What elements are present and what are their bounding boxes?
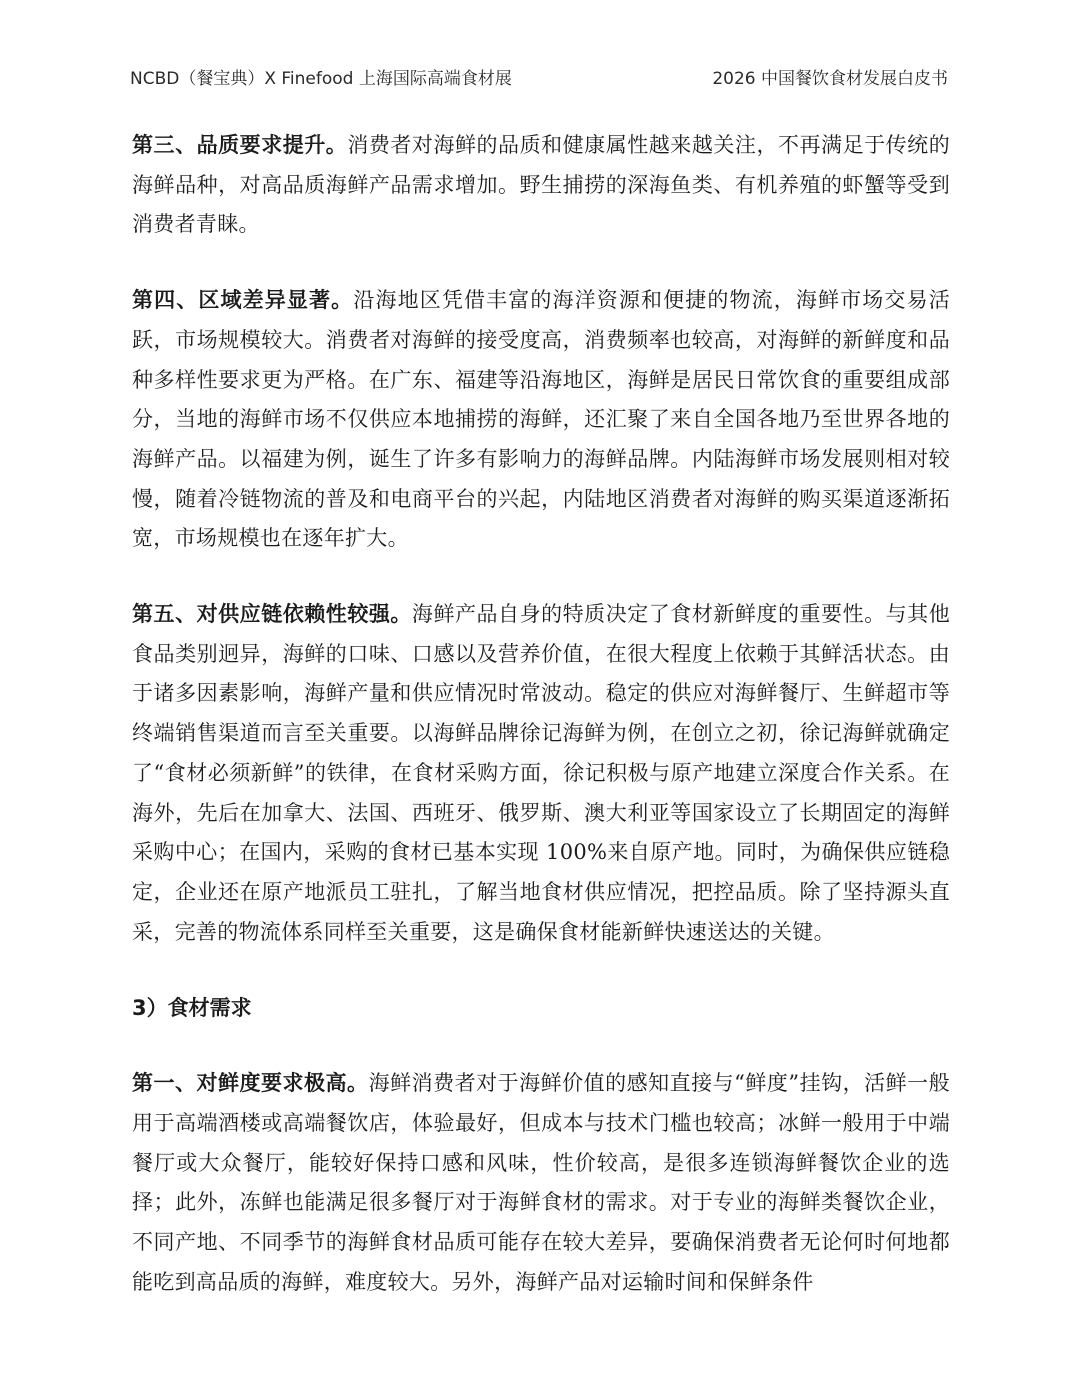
header-left-title: NCBD（餐宝典）X Finefood 上海国际高端食材展 bbox=[130, 69, 512, 89]
paragraph-lead: 第五、对供应链依赖性较强。 bbox=[132, 602, 412, 627]
page-header bbox=[130, 64, 948, 92]
paragraph-text: 海鲜消费者对于海鲜价值的感知直接与“鲜度”挂钩，活鲜一般用于高端酒楼或高端餐饮店，体验最好，但成本与技术门槛也较高；冰鲜一般用于中端餐厅或大众餐厅，能较好保持口感和风味，性价较高，是很多连锁海鲜餐饮企业的选择；此外，冻鲜也能满足很多餐厅对于海鲜食材的需求。对于专业的海鲜类餐饮企业，不同产地、不同季节的海鲜食材品质可能存在较大差异，要确保消费者无论何时何地都能吃到高品质的海鲜，难度较大。另外，海鲜产品对运输时间和保鲜条件 bbox=[132, 1071, 950, 1294]
paragraph-text: 海鲜产品自身的特质决定了食材新鲜度的重要性。与其他食品类别迥异，海鲜的口味、口感以及营养价值，在很大程度上依赖于其鲜活状态。由于诸多因素影响，海鲜产量和供应情况时常波动。稳定的供应对海鲜餐厅、生鲜超市等终端销售渠道而言至关重要。以海鲜品牌徐记海鲜为例，在创立之初，徐记海鲜就确定了“食材必须新鲜”的铁律，在食材采购方面，徐记积极与原产地建立深度合作关系。在海外，先后在加拿大、法国、西班牙、俄罗斯、澳大利亚等国家设立了长期固定的海鲜采购中心；在国内，采购的食材已基本实现 100%来自原产地。同时，为确保供应链稳定，企业还在原产地派员工驻扎，了解当地食材供应情况，把控品质。除了坚持源头直采，完善的物流体系同样至关重要，这是确保食材能新鲜快速送达的关键。 bbox=[132, 602, 950, 944]
paragraph-text: 沿海地区凭借丰富的海洋资源和便捷的物流，海鲜市场交易活跃，市场规模较大。消费者对海鲜的接受度高，消费频率也较高，对海鲜的新鲜度和品种多样性要求更为严格。在广东、福建等沿海地区，海鲜是居民日常饮食的重要组成部分，当地的海鲜市场不仅供应本地捕捞的海鲜，还汇聚了来自全国各地乃至世界各地的海鲜产品。以福建为例，诞生了许多有影响力的海鲜品牌。内陆海鲜市场发展则相对较慢，随着冷链物流的普及和电商平台的兴起，内陆地区消费者对海鲜的购买渠道逐渐拓宽，市场规模也在逐年扩大。 bbox=[132, 288, 950, 551]
paragraph-quality bbox=[132, 126, 950, 245]
document-body bbox=[132, 126, 950, 1339]
paragraph-regional bbox=[132, 281, 950, 559]
paragraph-freshness bbox=[132, 1064, 950, 1302]
paragraph-text: 消费者对海鲜的品质和健康属性越来越关注，不再满足于传统的海鲜品种，对高品质海鲜产品需求增加。野生捕捞的深海鱼类、有机养殖的虾蟹等受到消费者青睐。 bbox=[132, 133, 950, 237]
header-right-title: 2026 中国餐饮食材发展白皮书 bbox=[712, 69, 948, 89]
paragraph-lead: 第三、品质要求提升。 bbox=[132, 133, 348, 157]
paragraph-lead: 第四、区域差异显著。 bbox=[132, 288, 354, 313]
section-heading: 3）食材需求 bbox=[132, 996, 252, 1021]
paragraph-supply-chain bbox=[132, 595, 950, 952]
paragraph-lead: 第一、对鲜度要求极高。 bbox=[132, 1071, 369, 1096]
